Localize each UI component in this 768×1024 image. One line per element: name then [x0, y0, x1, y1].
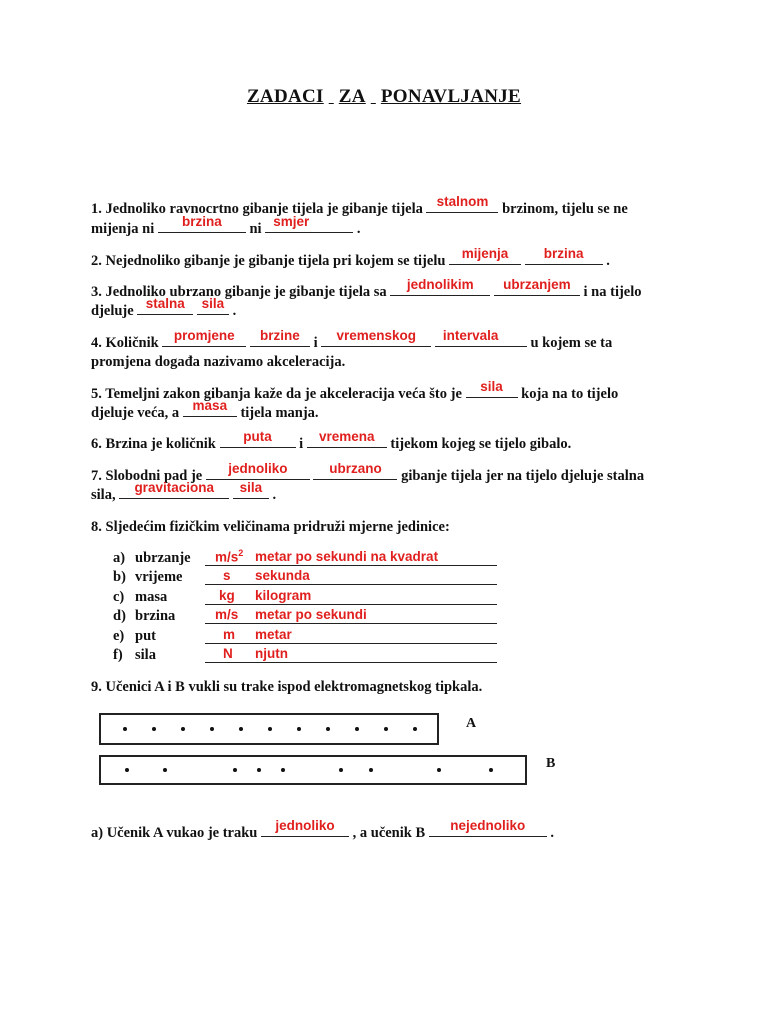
answer-blank[interactable]	[233, 480, 269, 499]
tape-dot	[339, 768, 343, 772]
question-2-line-1	[91, 246, 610, 270]
unit-answer-blank[interactable]	[205, 609, 497, 624]
answer-text: brzina	[181, 214, 222, 229]
answer-text: jednolikim	[406, 277, 474, 292]
answer-blank[interactable]	[525, 246, 603, 265]
answer-text: vremenskog	[336, 328, 416, 343]
question-text: promjena događa nazivamo akceleracija.	[91, 354, 346, 370]
answer-blank[interactable]	[321, 328, 431, 347]
unit-name: sekunda	[255, 568, 310, 583]
question-text: tijela manja.	[240, 405, 319, 421]
question-text: brzinom, tijelu se ne	[502, 201, 628, 217]
unit-row-letter: d)	[113, 608, 126, 624]
question-text: 4. Količnik	[91, 335, 159, 351]
answer-text: vremena	[319, 429, 375, 444]
question-text: sila,	[91, 487, 116, 503]
answer-blank[interactable]	[119, 480, 229, 499]
unit-symbol: N	[223, 646, 233, 661]
answer-blank[interactable]	[307, 429, 387, 448]
answer-text: promjene	[173, 328, 235, 343]
question-4-line-1	[91, 328, 613, 352]
unit-row	[113, 627, 203, 645]
tape-dot	[355, 727, 359, 731]
tape-a-label: A	[466, 716, 477, 731]
answer-text: gravitaciona	[134, 480, 214, 495]
unit-row	[113, 646, 203, 664]
tape-dot	[163, 768, 167, 772]
title-word: ZA	[338, 86, 366, 107]
question-text: u kojem se ta	[530, 335, 613, 351]
tape-dot	[257, 768, 261, 772]
question-text: mijenja ni	[91, 221, 155, 237]
tape-dot	[369, 768, 373, 772]
question-text: 3. Jednoliko ubrzano gibanje je gibanje tijela sa	[91, 284, 387, 300]
question-text: .	[272, 487, 277, 503]
answer-blank[interactable]	[265, 214, 353, 233]
answer-text: smjer	[273, 214, 310, 229]
unit-answer-blank[interactable]	[205, 547, 497, 566]
unit-row-quantity: put	[135, 628, 156, 644]
answer-blank[interactable]	[494, 277, 580, 296]
question-8-heading	[91, 518, 450, 536]
unit-symbol: s	[223, 568, 231, 583]
answer-blank[interactable]	[220, 429, 296, 448]
question-text: 8. Sljedećim fizičkim veličinama pridruži mjerne jedinice:	[91, 519, 450, 535]
question-text: 9. Učenici A i B vukli su trake ispod elektromagnetskog tipkala.	[91, 679, 483, 695]
question-text: ni	[249, 221, 262, 237]
unit-name: kilogram	[255, 588, 312, 603]
answer-blank[interactable]	[435, 328, 527, 347]
unit-symbol: kg	[219, 588, 235, 603]
answer-blank[interactable]	[426, 194, 498, 213]
answer-text: stalna	[145, 296, 185, 311]
answer-blank[interactable]	[197, 296, 229, 315]
unit-row-letter: b)	[113, 569, 126, 585]
unit-symbol: m/s	[215, 607, 239, 622]
unit-row	[113, 607, 203, 625]
answer-text: brzina	[543, 246, 584, 261]
answer-text: masa	[192, 398, 228, 413]
question-text: .	[356, 221, 361, 237]
answer-blank[interactable]	[162, 328, 246, 347]
unit-row-letter: c)	[113, 589, 125, 605]
question-text: 1. Jednoliko ravnocrtno gibanje tijela je gibanje tijela	[91, 201, 423, 217]
answer-text: sila	[480, 379, 503, 394]
answer-blank[interactable]	[390, 277, 490, 296]
question-text: .	[232, 303, 237, 319]
unit-row-quantity: masa	[135, 589, 168, 605]
tape-dot	[239, 727, 243, 731]
unit-row-quantity: brzina	[135, 608, 176, 624]
tape-b	[99, 755, 527, 785]
answer-blank[interactable]	[466, 379, 518, 398]
tape-dot	[210, 727, 214, 731]
tape-dot	[123, 727, 127, 731]
unit-row-letter: e)	[113, 628, 125, 644]
question-text: i na tijelo	[583, 284, 642, 300]
answer-blank[interactable]	[158, 214, 246, 233]
unit-name: metar	[255, 627, 292, 642]
tape-dot	[297, 727, 301, 731]
answer-blank[interactable]	[449, 246, 521, 265]
answer-a-line	[91, 818, 555, 842]
question-3-line-2	[91, 296, 237, 320]
question-5-line-2	[91, 398, 319, 422]
unit-row	[113, 588, 203, 606]
unit-row	[113, 549, 203, 567]
question-1-line-2	[91, 214, 361, 238]
answer-text: brzine	[260, 328, 300, 343]
answer-text: mijenja	[461, 246, 509, 261]
unit-row-quantity: vrijeme	[135, 569, 183, 585]
question-text: i	[299, 436, 304, 452]
title-word: PONAVLJANJE	[380, 86, 522, 107]
answer-text: stalnom	[436, 194, 489, 209]
question-text: 5. Temeljni zakon gibanja kaže da je akceleracija veća što je	[91, 386, 462, 402]
unit-row-letter: f)	[113, 647, 123, 663]
unit-symbol: $m/s^2$	[215, 547, 244, 564]
unit-answer-blank[interactable]	[205, 648, 497, 663]
question-text: 2. Nejednoliko gibanje je gibanje tijela pri kojem se tijelu	[91, 253, 446, 269]
tape-dot	[125, 768, 129, 772]
question-text: djeluje veća, a	[91, 405, 180, 421]
tape-dot	[181, 727, 185, 731]
unit-row-quantity: sila	[135, 647, 156, 663]
question-text: 7. Slobodni pad je	[91, 468, 203, 484]
answer-text: nejednoliko	[450, 818, 526, 833]
question-5-line-1	[91, 379, 619, 403]
tape-dot	[268, 727, 272, 731]
answer-blank[interactable]	[250, 328, 310, 347]
unit-answer-blank[interactable]	[205, 570, 497, 585]
tape-dot	[437, 768, 441, 772]
answer-text: ubrzanjem	[503, 277, 571, 292]
question-text: i	[313, 335, 318, 351]
question-text: djeluje	[91, 303, 134, 319]
answer-blank[interactable]	[183, 398, 237, 417]
answer-text: sila	[239, 480, 263, 495]
tape-dot	[489, 768, 493, 772]
answer-text: puta	[243, 429, 272, 444]
question-text: .	[606, 253, 610, 269]
question-7-line-2	[91, 480, 277, 504]
question-text: tijekom kojeg se tijelo gibalo.	[390, 436, 572, 452]
page-title	[0, 86, 768, 108]
tape-dot	[326, 727, 330, 731]
unit-row-quantity: ubrzanje	[135, 550, 191, 566]
unit-name: metar po sekundi	[255, 607, 367, 622]
answer-blank[interactable]	[261, 818, 349, 837]
answer-text: sila	[201, 296, 225, 311]
answer-blank[interactable]	[313, 461, 397, 480]
question-6-line-1	[91, 429, 572, 453]
answer-text: intervala	[442, 328, 499, 343]
answer-blank[interactable]	[429, 818, 547, 837]
question-text: .	[550, 825, 555, 841]
answer-text: jednoliko	[228, 461, 288, 476]
unit-answer-blank[interactable]	[205, 590, 497, 605]
question-9-heading	[91, 678, 482, 696]
tape-dot	[384, 727, 388, 731]
unit-name: njutn	[255, 646, 288, 661]
question-text: , a učenik B	[352, 825, 426, 841]
unit-row	[113, 568, 203, 586]
answer-text: jednoliko	[275, 818, 335, 833]
unit-symbol-exponent: 2	[238, 547, 244, 558]
title-word: ZADACI	[246, 86, 324, 107]
answer-text: ubrzano	[329, 461, 382, 476]
unit-row-letter: a)	[113, 550, 126, 566]
tape-dot	[281, 768, 285, 772]
unit-answer-blank[interactable]	[205, 629, 497, 644]
tape-dot	[233, 768, 237, 772]
tape-b-label: B	[546, 756, 556, 771]
unit-name: metar po sekundi na kvadrat	[255, 549, 439, 564]
tape-a	[99, 713, 439, 745]
question-text: koja na to tijelo	[521, 386, 619, 402]
tape-dot	[413, 727, 417, 731]
question-text: gibanje tijela jer na tijelo djeluje stalna	[401, 468, 645, 484]
answer-blank[interactable]	[137, 296, 193, 315]
tape-dot	[152, 727, 156, 731]
unit-symbol: m	[223, 627, 236, 642]
question-text: 6. Brzina je količnik	[91, 436, 216, 452]
question-text: a) Učenik A vukao je traku	[91, 825, 258, 841]
question-4-line-2	[91, 353, 345, 371]
